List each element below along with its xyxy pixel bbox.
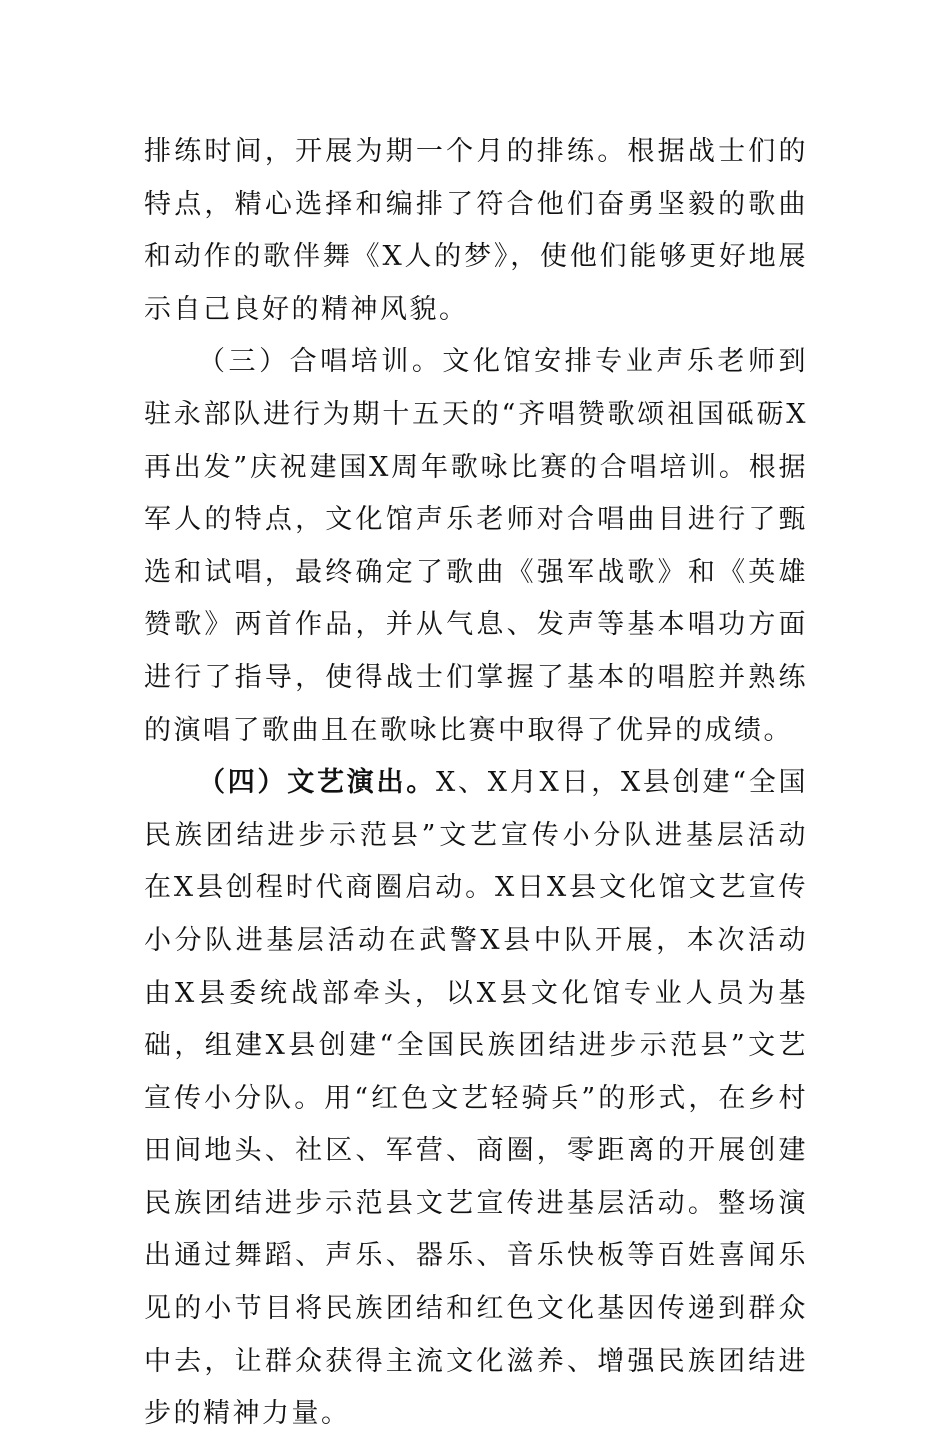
paragraph-performance (144, 757, 808, 1441)
paragraph-text: （三）合唱培训。文化馆安排专业声乐老师到驻永部队进行为期十五天的“齐唱赞歌颂祖国砥砺X再出发”庆祝建国X周年歌咏比赛的合唱培训。根据军人的特点，文化馆声乐老师对合唱曲目进行了甄选和试唱，最终确定了歌曲《强军战歌》和《英雄赞歌》两首作品，并从气息、发声等基本唱功方面进行了指导，使得战士们掌握了基本的唱腔并熟练的演唱了歌曲且在歌咏比赛中取得了优异的成绩。 (144, 346, 808, 746)
document-body (144, 126, 808, 1441)
paragraph-rehearsal (144, 126, 808, 336)
section-heading: （四）文艺演出。 (198, 767, 437, 799)
paragraph-text: X、X月X日，X县创建“全国民族团结进步示范县”文艺宣传小分队进基层活动在X县创程时代商圈启动。X日X县文化馆文艺宣传小分队进基层活动在武警X县中队开展，本次活动由X县委统战部牵头，以X县文化馆专业人员为基础，组建X县创建“全国民族团结进步示范县”文艺宣传小分队。用“红色文艺轻骑兵”的形式，在乡村田间地头、社区、军营、商圈，零距离的开展创建民族团结进步示范县文艺宣传进基层活动。整场演出通过舞蹈、声乐、器乐、音乐快板等百姓喜闻乐见的小节目将民族团结和红色文化基因传递到群众中去，让群众获得主流文化滋养、增强民族团结进步的精神力量。 (144, 767, 808, 1430)
paragraph-chorus-training (144, 336, 808, 757)
paragraph-text: 排练时间，开展为期一个月的排练。根据战士们的特点，精心选择和编排了符合他们奋勇坚毅的歌曲和动作的歌伴舞《X人的梦》，使他们能够更好地展示自己良好的精神风貌。 (144, 136, 808, 325)
